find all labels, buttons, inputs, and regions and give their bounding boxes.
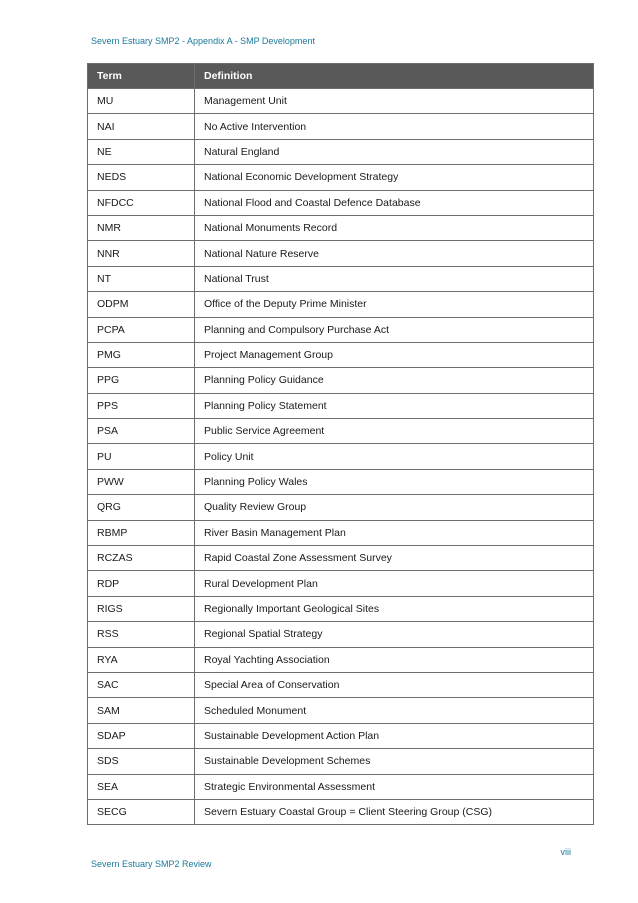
table-row [88, 139, 594, 164]
definition-cell: National Flood and Coastal Defence Database [195, 190, 594, 215]
term-cell: PWW [88, 469, 195, 494]
definition-cell: Planning Policy Wales [195, 469, 594, 494]
definition-cell: Planning and Compulsory Purchase Act [195, 317, 594, 342]
term-cell: PMG [88, 342, 195, 367]
table-row [88, 368, 594, 393]
definition-cell: Public Service Agreement [195, 419, 594, 444]
definition-cell: No Active Intervention [195, 114, 594, 139]
definition-cell: Planning Policy Statement [195, 393, 594, 418]
table-row [88, 266, 594, 291]
definition-cell: Sustainable Development Schemes [195, 749, 594, 774]
term-cell: RSS [88, 622, 195, 647]
definition-cell: Regional Spatial Strategy [195, 622, 594, 647]
definition-cell: Planning Policy Guidance [195, 368, 594, 393]
term-cell: NNR [88, 241, 195, 266]
table-row [88, 698, 594, 723]
table-row [88, 571, 594, 596]
table-row [88, 419, 594, 444]
table-row [88, 774, 594, 799]
definition-cell: Rural Development Plan [195, 571, 594, 596]
table-row [88, 444, 594, 469]
term-cell: NT [88, 266, 195, 291]
table-row [88, 723, 594, 748]
definition-cell: Royal Yachting Association [195, 647, 594, 672]
term-cell: PPG [88, 368, 195, 393]
table-row [88, 89, 594, 114]
table-row [88, 622, 594, 647]
table-row [88, 292, 594, 317]
term-cell: PU [88, 444, 195, 469]
table-row [88, 241, 594, 266]
term-cell: NFDCC [88, 190, 195, 215]
term-cell: NE [88, 139, 195, 164]
term-cell: PSA [88, 419, 195, 444]
term-cell: RYA [88, 647, 195, 672]
definition-cell: Project Management Group [195, 342, 594, 367]
term-cell: NMR [88, 215, 195, 240]
definition-cell: Scheduled Monument [195, 698, 594, 723]
table-header-row [88, 64, 594, 89]
table-row [88, 546, 594, 571]
term-cell: NEDS [88, 165, 195, 190]
definition-cell: Special Area of Conservation [195, 672, 594, 697]
table-row [88, 215, 594, 240]
definition-cell: National Nature Reserve [195, 241, 594, 266]
page-number: viii [560, 847, 571, 857]
definition-cell: Regionally Important Geological Sites [195, 596, 594, 621]
term-cell: PPS [88, 393, 195, 418]
term-cell: SAC [88, 672, 195, 697]
term-cell: RBMP [88, 520, 195, 545]
definition-cell: Office of the Deputy Prime Minister [195, 292, 594, 317]
definition-cell: River Basin Management Plan [195, 520, 594, 545]
term-cell: QRG [88, 495, 195, 520]
definition-cell: Severn Estuary Coastal Group = Client Steering Group (CSG) [195, 799, 594, 824]
table-row [88, 799, 594, 824]
definition-cell: National Monuments Record [195, 215, 594, 240]
table-row [88, 114, 594, 139]
definition-cell: Management Unit [195, 89, 594, 114]
term-cell: SDS [88, 749, 195, 774]
table-row [88, 749, 594, 774]
term-cell: SECG [88, 799, 195, 824]
definition-cell: Strategic Environmental Assessment [195, 774, 594, 799]
definition-cell: Natural England [195, 139, 594, 164]
table-row [88, 495, 594, 520]
page-footer: Severn Estuary SMP2 Review [91, 859, 212, 869]
table-row [88, 596, 594, 621]
table-row [88, 165, 594, 190]
definition-cell: Quality Review Group [195, 495, 594, 520]
definition-cell: National Trust [195, 266, 594, 291]
table-row [88, 647, 594, 672]
glossary-table [87, 63, 594, 825]
table-row [88, 190, 594, 215]
table-row [88, 342, 594, 367]
table-row [88, 672, 594, 697]
table-row [88, 393, 594, 418]
term-cell: RCZAS [88, 546, 195, 571]
definition-cell: Rapid Coastal Zone Assessment Survey [195, 546, 594, 571]
term-cell: RDP [88, 571, 195, 596]
definition-cell: National Economic Development Strategy [195, 165, 594, 190]
column-header-term: Term [88, 64, 195, 89]
glossary-body [88, 89, 594, 825]
term-cell: SDAP [88, 723, 195, 748]
table-row [88, 317, 594, 342]
table-row [88, 520, 594, 545]
term-cell: SAM [88, 698, 195, 723]
term-cell: RIGS [88, 596, 195, 621]
term-cell: NAI [88, 114, 195, 139]
term-cell: MU [88, 89, 195, 114]
term-cell: PCPA [88, 317, 195, 342]
page-header: Severn Estuary SMP2 - Appendix A - SMP Development [91, 36, 315, 46]
column-header-definition: Definition [195, 64, 594, 89]
term-cell: SEA [88, 774, 195, 799]
definition-cell: Policy Unit [195, 444, 594, 469]
term-cell: ODPM [88, 292, 195, 317]
definition-cell: Sustainable Development Action Plan [195, 723, 594, 748]
table-row [88, 469, 594, 494]
